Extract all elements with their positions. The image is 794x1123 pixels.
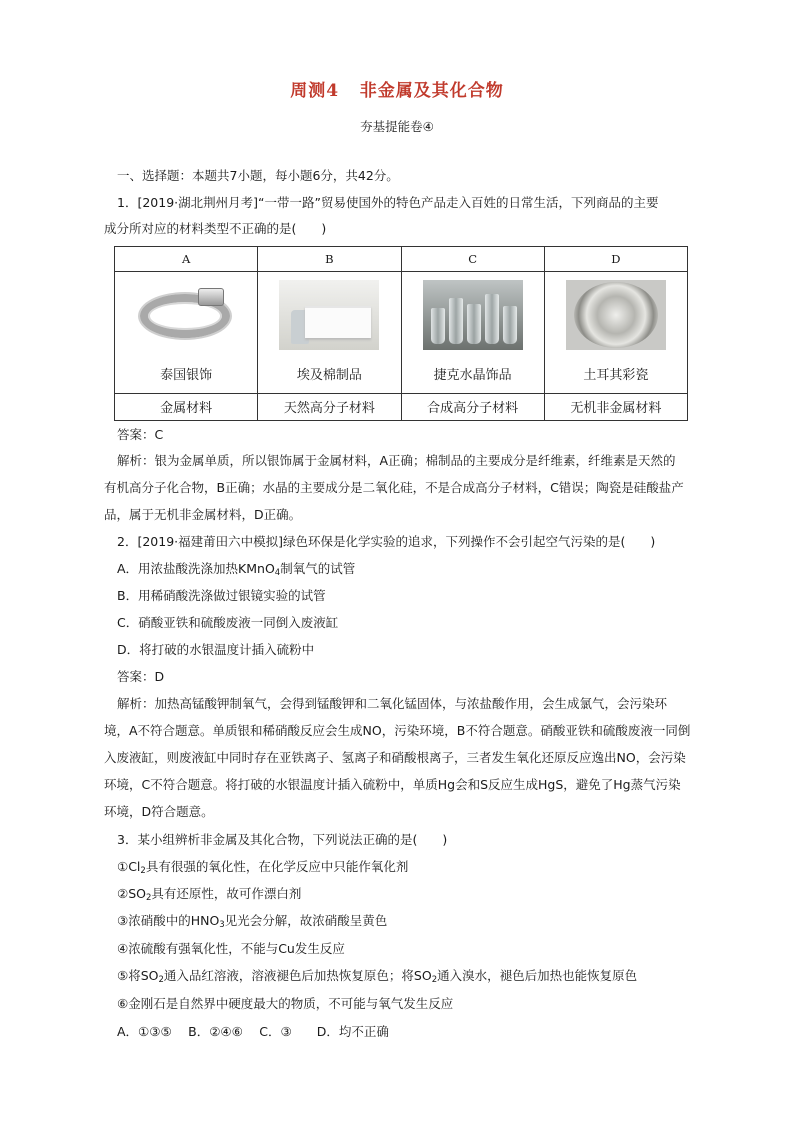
q2-answer: 答案：D [117,669,165,684]
page-subtitle: 夯基提能卷④ [360,119,434,134]
q2-option-a: A．用浓盐酸洗涤加热KMnO$_4$制氧气的试管 [117,561,356,578]
material-a: 金属材料 [115,393,258,420]
silver-bracelet-image [136,280,236,350]
q3-statement-1: $①Cl_2$具有很强的氧化性，在化学反应中只能作氧化剂 [117,859,409,876]
product-cell-b [258,272,401,393]
q2-stem: 2．[2019·福建莆田六中模拟]绿色环保是化学实验的追求，下列操作不会引起空气污染的是( ) [117,534,656,549]
ceramic-plate-image [566,280,666,350]
product-name-b: 埃及棉制品 [296,368,362,384]
q1-analysis-line2: 有机高分子化合物，B正确；水晶的主要成分是二氧化硅，不是合成高分子材料，C错误；陶瓷是硅酸盐产 [104,480,684,495]
table-header-c: C [401,247,544,272]
material-b: 天然高分子材料 [258,393,401,420]
cotton-towels-image [279,280,379,350]
q2-analysis-line2: 境，A不符合题意。单质银和稀硝酸反应会生成NO，污染环境，B不符合题意。硝酸亚铁和硫酸废液一同倒 [104,723,691,738]
page-title: 周测4 非金属及其化合物 [290,81,504,101]
product-name-c: 捷克水晶饰品 [433,368,512,384]
q3-statement-6: ⑥金刚石是自然界中硬度最大的物质，不可能与氧气发生反应 [117,996,454,1011]
material-d: 无机非金属材料 [544,393,687,420]
q2-option-b: B．用稀硝酸洗涤做过银镜实验的试管 [117,588,326,603]
q3-statement-5: ⑤将$SO_2$通入品红溶液，溶液褪色后加热恢复原色；将$SO_2$通入溴水，褪色后加热也能恢复原色 [117,968,638,985]
product-cell-a [115,272,258,393]
q2-analysis-line3: 入废液缸，则废液缸中同时存在亚铁离子、氢离子和硝酸根离子，三者发生氧化还原反应逸出NO，会污染 [104,750,686,765]
table-header-d: D [544,247,687,272]
q2-option-d: D．将打破的水银温度计插入硫粉中 [117,642,315,657]
table-header-a: A [115,247,258,272]
q3-options: A．①③⑤ B．②④⑥ C．③ D．均不正确 [117,1024,389,1039]
product-cell-d [544,272,687,393]
q3-statement-2: $②SO_2$具有还原性，故可作漂白剂 [117,886,302,903]
q1-analysis-line1: 解析：银为金属单质，所以银饰属于金属材料，A正确；棉制品的主要成分是纤维素，纤维素是天然的 [117,453,676,468]
product-material-table [114,246,688,421]
q3-statement-3: ③浓硝酸中的$HNO_3$见光会分解，故浓硝酸呈黄色 [117,913,388,930]
q3-stem: 3．某小组辨析非金属及其化合物，下列说法正确的是( ) [117,832,448,847]
q2-analysis-line1: 解析：加热高锰酸钾制氧气，会得到锰酸钾和二氧化锰固体，与浓盐酸作用，会生成氯气，会污染环 [117,696,668,711]
product-name-d: 土耳其彩瓷 [583,368,649,384]
table-header-b: B [258,247,401,272]
material-c: 合成高分子材料 [401,393,544,420]
q3-statement-4: ④浓硫酸有强氧化性，不能与Cu发生反应 [117,941,345,956]
q2-option-c: C．硝酸亚铁和硫酸废液一同倒入废液缸 [117,615,339,630]
q1-stem-line2: 成分所对应的材料类型不正确的是( ) [104,221,327,236]
product-cell-c [401,272,544,393]
crystal-glassware-image [423,280,523,350]
q1-analysis-line3: 品，属于无机非金属材料，D正确。 [104,507,302,522]
section-heading: 一、选择题：本题共7小题，每小题6分，共42分。 [117,168,399,183]
q2-analysis-line4: 环境，C不符合题意。将打破的水银温度计插入硫粉中，单质Hg会和S反应生成HgS，避免了Hg蒸气污染 [104,777,681,792]
q1-answer: 答案：C [117,427,164,442]
q1-stem-line1: 1．[2019·湖北荆州月考]“一带一路”贸易使国外的特色产品走入百姓的日常生活，下列商品的主要 [117,195,659,210]
product-name-a: 泰国银饰 [160,368,213,384]
q2-analysis-line5: 环境，D符合题意。 [104,804,214,819]
